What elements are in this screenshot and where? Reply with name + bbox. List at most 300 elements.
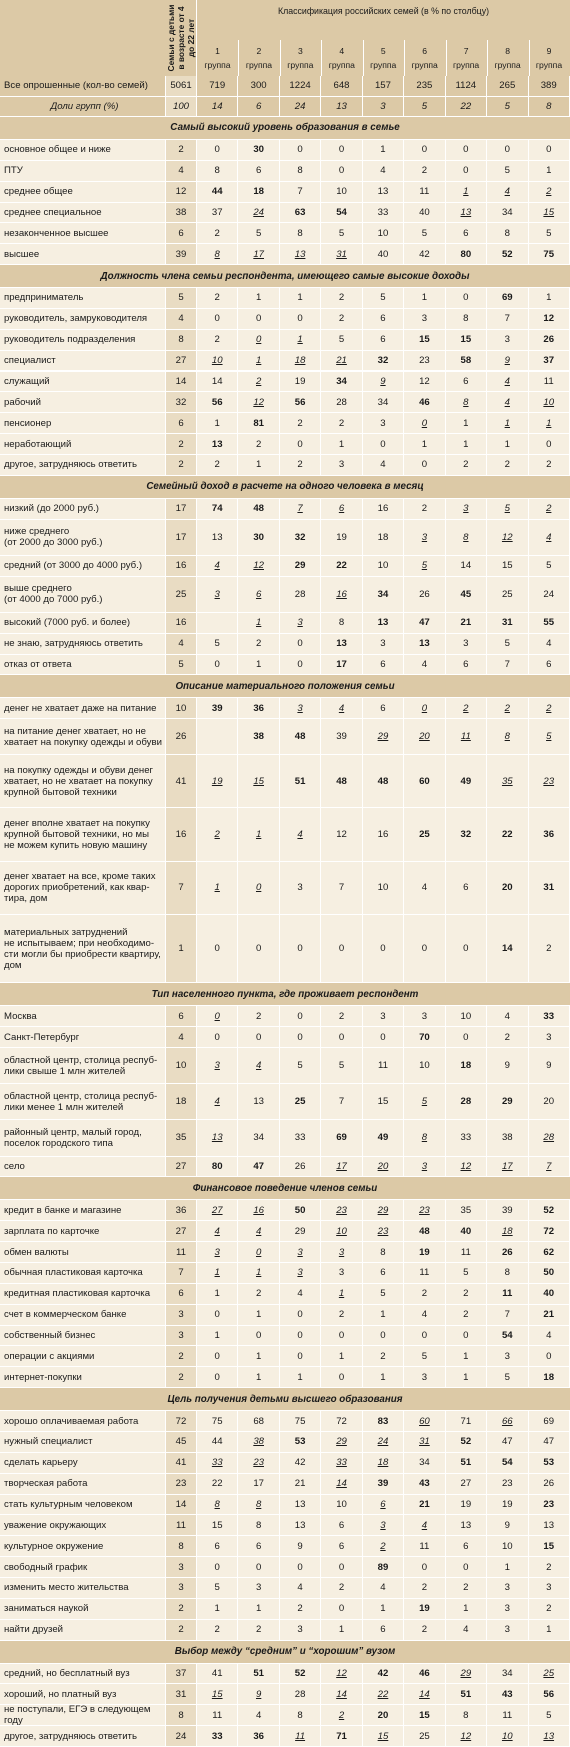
group-5-value: 34	[363, 577, 404, 612]
group-7-value: 2	[446, 1305, 487, 1325]
group-8-value: 14	[487, 915, 528, 983]
group-4-value: 39	[321, 719, 362, 754]
table-row	[0, 1284, 570, 1305]
group-5-value: 83	[363, 1411, 404, 1431]
group-9-value: 21	[529, 1305, 570, 1325]
group-6-value: 21	[404, 1495, 445, 1515]
group-8-value: 3	[487, 1346, 528, 1366]
group-1-value: 33	[197, 1453, 238, 1473]
all-families-value: 4	[166, 309, 197, 329]
row-label: руководитель подразделения	[0, 330, 166, 350]
group-2-value: 48	[238, 499, 279, 519]
group-3-value: 4	[280, 1578, 321, 1598]
group-share-row	[0, 97, 570, 118]
group-7-value: 13	[446, 203, 487, 223]
row-label: обычная пластиковая карточка	[0, 1263, 166, 1283]
group-3-value: 8	[280, 161, 321, 181]
group-header-cell	[446, 40, 488, 76]
group-5-value: 16	[363, 808, 404, 860]
all-families-value: 12	[166, 182, 197, 202]
group-6-value: 8	[404, 1120, 445, 1155]
group-6-value: 0	[404, 413, 445, 433]
group-5-value: 20	[363, 1157, 404, 1177]
group-7-value: 6	[446, 655, 487, 675]
group-3-value: 0	[280, 1027, 321, 1047]
group-7-value: 6	[446, 862, 487, 914]
row-label: изменить место жительства	[0, 1578, 166, 1598]
table-row	[0, 755, 570, 808]
group-5-value: 29	[363, 719, 404, 754]
group-6-value: 46	[404, 392, 445, 412]
group-number: 2	[256, 46, 262, 56]
group-5-value: 22	[363, 1684, 404, 1704]
group-6-value: 3	[404, 1367, 445, 1387]
group-6-value: 5	[404, 223, 445, 243]
all-families-value: 7	[166, 1263, 197, 1283]
group-5-value: 3	[363, 1006, 404, 1026]
group-8-value: 19	[487, 1495, 528, 1515]
all-families-value: 2	[166, 1620, 197, 1640]
group-7-value: 1	[446, 182, 487, 202]
group-word: группа	[453, 60, 480, 70]
header-blank-cell	[0, 0, 167, 76]
group-5-value: 0	[363, 915, 404, 983]
group-5-value: 1	[363, 1367, 404, 1387]
group-9-value: 20	[529, 1084, 570, 1119]
group-1-value: 2	[197, 288, 238, 308]
group-6-value: 15	[404, 1705, 445, 1725]
row-label: Все опрошенные (кол-во семей)	[0, 76, 166, 96]
group-9-value: 1	[529, 161, 570, 181]
group-8-value: 7	[487, 1305, 528, 1325]
group-2-value: 6	[238, 161, 279, 181]
table-row	[0, 915, 570, 984]
row-label: высшее	[0, 244, 166, 264]
group-4-value: 3	[321, 455, 362, 475]
group-3-value: 56	[280, 392, 321, 412]
all-families-value: 27	[166, 1157, 197, 1177]
group-7-value: 14	[446, 556, 487, 576]
all-families-value: 3	[166, 1305, 197, 1325]
table-row	[0, 244, 570, 265]
group-6-value: 20	[404, 719, 445, 754]
all-families-value: 7	[166, 862, 197, 914]
group-2-value: 68	[238, 1411, 279, 1431]
group-7-value: 6	[446, 1536, 487, 1556]
group-1-value: 14	[197, 97, 238, 117]
group-2-value: 1	[238, 455, 279, 475]
group-5-value: 6	[363, 655, 404, 675]
group-6-value: 19	[404, 1242, 445, 1262]
group-2-value: 12	[238, 556, 279, 576]
all-families-value: 2	[166, 434, 197, 454]
group-header-cell	[487, 40, 529, 76]
group-7-value: 1	[446, 434, 487, 454]
group-9-value: 62	[529, 1242, 570, 1262]
group-1-value: 3	[197, 577, 238, 612]
group-1-value: 2	[197, 330, 238, 350]
group-6-value: 235	[404, 76, 445, 96]
row-label: Доли групп (%)	[0, 97, 166, 117]
row-label: операции с акциями	[0, 1346, 166, 1366]
group-number: 3	[297, 46, 303, 56]
group-6-value: 14	[404, 1684, 445, 1704]
row-label: денег не хватает даже на питание	[0, 698, 166, 718]
row-label: среднее специальное	[0, 203, 166, 223]
group-1-value: 75	[197, 1411, 238, 1431]
group-3-value: 3	[280, 1620, 321, 1640]
table-row	[0, 1221, 570, 1242]
table-row	[0, 1346, 570, 1367]
all-families-value: 4	[166, 634, 197, 654]
group-1-value: 0	[197, 309, 238, 329]
row-label: счет в коммерческом банке	[0, 1305, 166, 1325]
group-9-value: 7	[529, 1157, 570, 1177]
table-row	[0, 1599, 570, 1620]
group-7-value: 51	[446, 1453, 487, 1473]
group-4-value: 31	[321, 244, 362, 264]
group-8-value: 5	[487, 161, 528, 181]
group-2-value: 8	[238, 1495, 279, 1515]
all-families-value: 2	[166, 1367, 197, 1387]
group-7-value: 0	[446, 288, 487, 308]
group-1-value: 4	[197, 1221, 238, 1241]
group-9-value: 10	[529, 392, 570, 412]
group-1-value: 0	[197, 1346, 238, 1366]
row-label: отказ от ответа	[0, 655, 166, 675]
group-3-value: 3	[280, 613, 321, 633]
group-9-value: 69	[529, 1411, 570, 1431]
group-3-value: 0	[280, 1326, 321, 1346]
group-1-value: 4	[197, 556, 238, 576]
table-row	[0, 223, 570, 244]
section-heading-row	[0, 1641, 570, 1664]
group-5-value: 13	[363, 182, 404, 202]
group-5-value: 0	[363, 434, 404, 454]
row-label: служащий	[0, 372, 166, 392]
group-4-value: 1	[321, 434, 362, 454]
group-6-value: 5	[404, 1084, 445, 1119]
group-4-value: 0	[321, 1367, 362, 1387]
group-3-value: 13	[280, 244, 321, 264]
empty-cell	[197, 719, 238, 754]
row-label: выше среднего (от 4000 до 7000 руб.)	[0, 577, 166, 612]
group-8-value: 4	[487, 182, 528, 202]
group-1-value: 0	[197, 655, 238, 675]
group-3-value: 0	[280, 1346, 321, 1366]
group-1-value: 3	[197, 1048, 238, 1083]
all-families-value: 16	[166, 556, 197, 576]
group-6-value: 25	[404, 1726, 445, 1746]
group-5-value: 6	[363, 698, 404, 718]
group-1-value: 13	[197, 520, 238, 555]
group-9-value: 28	[529, 1120, 570, 1155]
table-row	[0, 719, 570, 755]
group-1-value: 19	[197, 755, 238, 807]
group-3-value: 26	[280, 1157, 321, 1177]
group-7-value: 8	[446, 520, 487, 555]
group-1-value: 10	[197, 351, 238, 371]
group-3-value: 29	[280, 1221, 321, 1241]
group-9-value: 5	[529, 223, 570, 243]
group-2-value: 36	[238, 1726, 279, 1746]
group-3-value: 2	[280, 1599, 321, 1619]
group-header-cell	[529, 40, 570, 76]
group-7-value: 5	[446, 1263, 487, 1283]
group-3-value: 28	[280, 577, 321, 612]
group-1-value: 27	[197, 1200, 238, 1220]
group-word: группа	[370, 60, 397, 70]
group-5-value: 6	[363, 1495, 404, 1515]
row-label: нужный специалист	[0, 1432, 166, 1452]
group-5-value: 6	[363, 1263, 404, 1283]
group-4-value: 29	[321, 1432, 362, 1452]
group-3-value: 25	[280, 1084, 321, 1119]
group-3-value: 3	[280, 862, 321, 914]
group-word: группа	[411, 60, 438, 70]
group-8-value: 26	[487, 1242, 528, 1262]
all-families-value: 3	[166, 1557, 197, 1577]
group-7-value: 33	[446, 1120, 487, 1155]
group-1-value: 37	[197, 203, 238, 223]
row-label: денег хватает на все, кроме таких дорогих приобретений, как квар- тира, дом	[0, 862, 166, 914]
group-2-value: 4	[238, 1221, 279, 1241]
group-8-value: 5	[487, 97, 528, 117]
group-3-value: 4	[280, 1284, 321, 1304]
group-6-value: 3	[404, 309, 445, 329]
all-families-value: 27	[166, 1221, 197, 1241]
group-6-value: 4	[404, 1305, 445, 1325]
group-3-value: 19	[280, 372, 321, 392]
group-4-value: 23	[321, 1200, 362, 1220]
group-9-value: 0	[529, 434, 570, 454]
row-label: свободный график	[0, 1557, 166, 1577]
table-row	[0, 1242, 570, 1263]
table-row	[0, 1084, 570, 1120]
group-2-value: 1	[238, 655, 279, 675]
group-4-value: 0	[321, 1599, 362, 1619]
group-9-value: 75	[529, 244, 570, 264]
all-families-value: 41	[166, 1453, 197, 1473]
group-1-value: 33	[197, 1726, 238, 1746]
group-5-value: 39	[363, 1474, 404, 1494]
table-row	[0, 1453, 570, 1474]
group-word: группа	[494, 60, 521, 70]
group-2-value: 36	[238, 698, 279, 718]
table-row	[0, 1120, 570, 1156]
table-row	[0, 309, 570, 330]
group-7-value: 1	[446, 1367, 487, 1387]
group-1-value: 8	[197, 244, 238, 264]
group-8-value: 2	[487, 698, 528, 718]
group-6-value: 3	[404, 1157, 445, 1177]
group-1-value: 719	[197, 76, 238, 96]
group-1-value: 2	[197, 223, 238, 243]
all-families-value: 6	[166, 223, 197, 243]
section-title: Финансовое поведение членов семьи	[192, 1182, 378, 1194]
group-5-value: 3	[363, 1515, 404, 1535]
group-5-value: 20	[363, 1705, 404, 1725]
group-8-value: 5	[487, 1367, 528, 1387]
group-6-value: 70	[404, 1027, 445, 1047]
group-8-value: 9	[487, 1048, 528, 1083]
group-2-value: 23	[238, 1453, 279, 1473]
group-8-value: 5	[487, 499, 528, 519]
group-7-value: 2	[446, 1578, 487, 1598]
group-5-value: 32	[363, 351, 404, 371]
row-label: обмен валюты	[0, 1242, 166, 1262]
group-3-value: 48	[280, 719, 321, 754]
group-8-value: 69	[487, 288, 528, 308]
group-8-value: 23	[487, 1474, 528, 1494]
group-8-value: 18	[487, 1221, 528, 1241]
row-label: культурное окружение	[0, 1536, 166, 1556]
all-families-value: 17	[166, 520, 197, 555]
group-9-value: 55	[529, 613, 570, 633]
group-6-value: 43	[404, 1474, 445, 1494]
group-7-value: 15	[446, 330, 487, 350]
group-2-value: 2	[238, 634, 279, 654]
table-row	[0, 1557, 570, 1578]
all-families-value: 39	[166, 244, 197, 264]
group-1-value: 3	[197, 1242, 238, 1262]
all-families-value: 32	[166, 392, 197, 412]
group-9-value: 12	[529, 309, 570, 329]
group-1-value: 56	[197, 392, 238, 412]
group-6-value: 2	[404, 161, 445, 181]
section-heading-row	[0, 675, 570, 698]
group-5-value: 40	[363, 244, 404, 264]
group-4-value: 16	[321, 577, 362, 612]
group-9-value: 4	[529, 520, 570, 555]
group-2-value: 2	[238, 1620, 279, 1640]
group-3-value: 0	[280, 309, 321, 329]
all-families-value: 11	[166, 1242, 197, 1262]
group-6-value: 2	[404, 1284, 445, 1304]
group-5-value: 0	[363, 1027, 404, 1047]
group-8-value: 0	[487, 140, 528, 160]
group-7-value: 22	[446, 97, 487, 117]
all-families-value: 31	[166, 1684, 197, 1704]
table-row	[0, 613, 570, 634]
group-1-value: 44	[197, 1432, 238, 1452]
group-2-value: 1	[238, 1263, 279, 1283]
classification-title: Классификация российских семей (в % по столбцу)	[277, 6, 490, 16]
group-9-value: 15	[529, 203, 570, 223]
row-label: районный центр, малый город, поселок городского типа	[0, 1120, 166, 1155]
group-5-value: 42	[363, 1664, 404, 1684]
row-label: предприниматель	[0, 288, 166, 308]
group-6-value: 4	[404, 1515, 445, 1535]
group-7-value: 13	[446, 1515, 487, 1535]
all-families-value: 8	[166, 1705, 197, 1725]
table-row	[0, 556, 570, 577]
group-5-value: 34	[363, 392, 404, 412]
group-word: группа	[328, 60, 355, 70]
group-6-value: 11	[404, 1536, 445, 1556]
group-5-value: 16	[363, 499, 404, 519]
group-9-value: 1	[529, 413, 570, 433]
all-families-value: 6	[166, 1006, 197, 1026]
group-7-value: 3	[446, 499, 487, 519]
group-number: 9	[546, 46, 552, 56]
group-9-value: 3	[529, 1027, 570, 1047]
group-4-value: 2	[321, 1305, 362, 1325]
group-9-value: 2	[529, 1557, 570, 1577]
group-2-value: 15	[238, 755, 279, 807]
table-row	[0, 203, 570, 224]
row-label: низкий (до 2000 руб.)	[0, 499, 166, 519]
all-families-value: 8	[166, 1536, 197, 1556]
table-row	[0, 455, 570, 476]
group-5-value: 3	[363, 413, 404, 433]
group-7-value: 6	[446, 223, 487, 243]
group-8-value: 10	[487, 1536, 528, 1556]
all-families-value: 3	[166, 1578, 197, 1598]
group-5-value: 1	[363, 140, 404, 160]
group-7-value: 8	[446, 392, 487, 412]
group-7-value: 19	[446, 1495, 487, 1515]
group-6-value: 46	[404, 1664, 445, 1684]
all-families-value: 4	[166, 1027, 197, 1047]
group-7-value: 51	[446, 1684, 487, 1704]
group-4-value: 5	[321, 1048, 362, 1083]
group-7-value: 12	[446, 1157, 487, 1177]
table-row	[0, 288, 570, 309]
group-9-value: 15	[529, 1536, 570, 1556]
group-2-value: 2	[238, 1284, 279, 1304]
group-4-value: 0	[321, 1027, 362, 1047]
table-row	[0, 330, 570, 351]
group-4-value: 4	[321, 698, 362, 718]
group-5-value: 11	[363, 1048, 404, 1083]
section-heading-row	[0, 983, 570, 1006]
group-4-value: 48	[321, 755, 362, 807]
group-5-value: 10	[363, 862, 404, 914]
group-4-value: 0	[321, 161, 362, 181]
group-6-value: 1	[404, 288, 445, 308]
group-3-value: 7	[280, 499, 321, 519]
group-7-value: 10	[446, 1006, 487, 1026]
row-label: хорошо оплачиваемая работа	[0, 1411, 166, 1431]
group-5-value: 6	[363, 309, 404, 329]
all-families-value: 41	[166, 755, 197, 807]
group-3-value: 8	[280, 1705, 321, 1725]
row-label: найти друзей	[0, 1620, 166, 1640]
group-7-value: 1124	[446, 76, 487, 96]
row-label: руководитель, замруководителя	[0, 309, 166, 329]
group-4-value: 2	[321, 288, 362, 308]
table-row	[0, 1684, 570, 1705]
group-9-value: 4	[529, 1326, 570, 1346]
group-2-value: 1	[238, 1599, 279, 1619]
group-5-value: 29	[363, 1200, 404, 1220]
row-label: ПТУ	[0, 161, 166, 181]
all-families-value: 72	[166, 1411, 197, 1431]
row-label: другое, затрудняюсь ответить	[0, 455, 166, 475]
group-8-value: 66	[487, 1411, 528, 1431]
group-3-value: 0	[280, 1006, 321, 1026]
group-2-value: 2	[238, 372, 279, 392]
group-6-value: 0	[404, 140, 445, 160]
group-8-value: 3	[487, 1620, 528, 1640]
group-9-value: 8	[529, 97, 570, 117]
group-2-value: 13	[238, 1084, 279, 1119]
group-1-value: 0	[197, 1027, 238, 1047]
group-6-value: 23	[404, 1200, 445, 1220]
all-families-value: 100	[166, 97, 197, 117]
group-9-value: 6	[529, 655, 570, 675]
